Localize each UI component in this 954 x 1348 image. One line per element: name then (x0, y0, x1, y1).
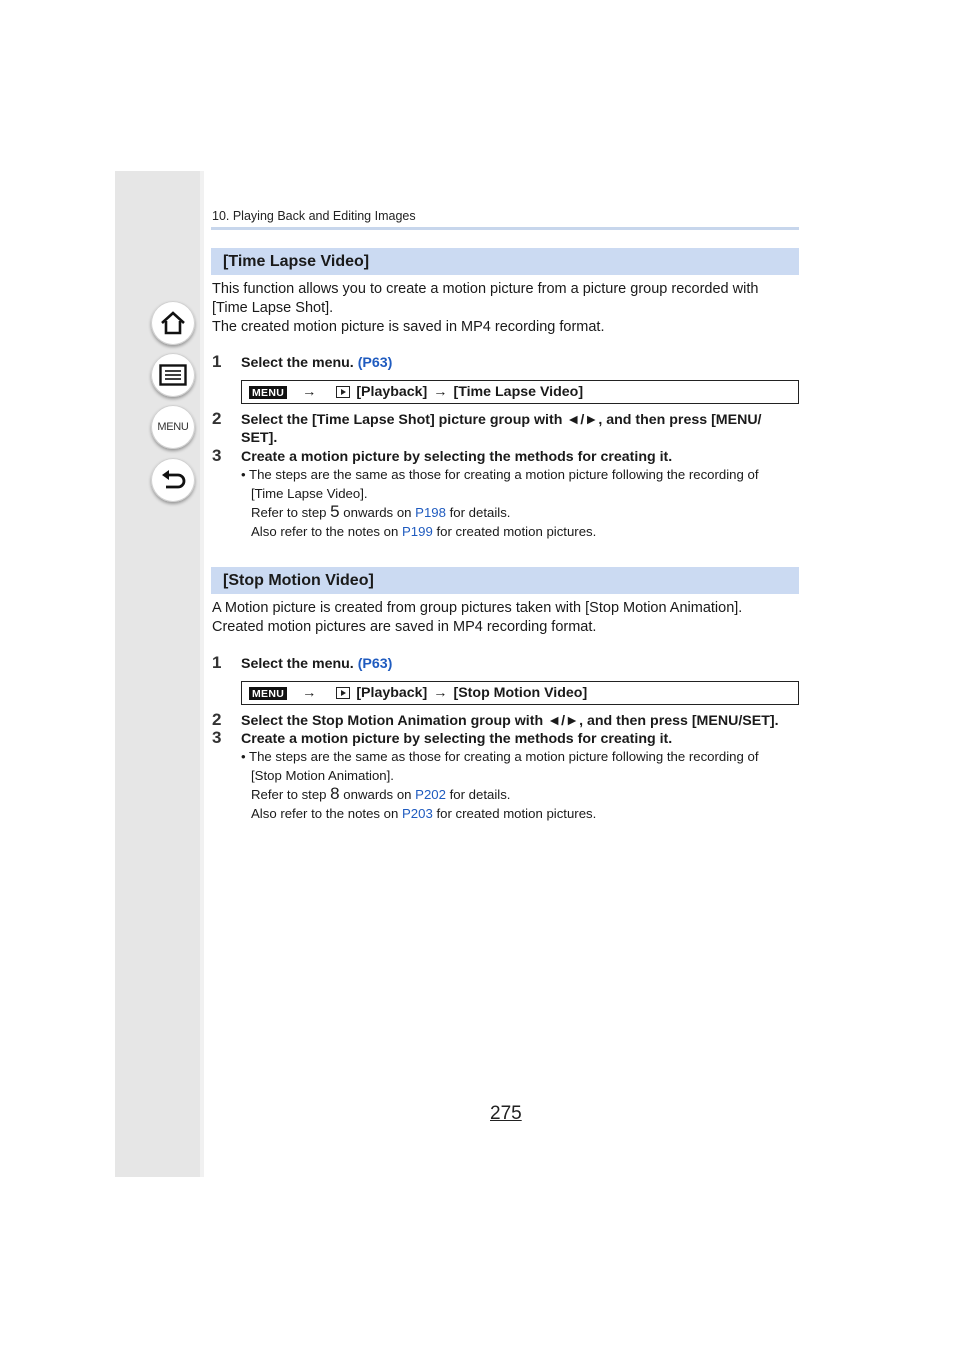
menu-path-item: [Playback] (356, 685, 428, 701)
note-text: onwards on (339, 505, 416, 520)
page-link[interactable]: P203 (402, 805, 433, 821)
playback-icon (336, 386, 350, 398)
note-text: Also refer to the notes on (251, 805, 403, 821)
menu-path-box (241, 681, 799, 705)
step-number: 2 (212, 710, 222, 729)
note-text: Also refer to the notes on (251, 523, 403, 539)
step-number: 1 (212, 352, 222, 371)
step-text: Create a motion picture by selecting the methods for creating it. (241, 449, 673, 465)
intro-paragraph (212, 280, 758, 337)
note (241, 748, 759, 823)
playback-icon (336, 687, 350, 699)
step-number: 3 (212, 728, 222, 747)
note-text: Refer to step (251, 787, 331, 802)
menu-path-item: [Playback] (356, 384, 428, 400)
note-line: • The steps are the same as those for creating a motion picture following the recording of (241, 749, 759, 764)
arrow: → (433, 384, 448, 400)
arrow: → (302, 685, 317, 701)
page-link[interactable]: P199 (402, 523, 433, 539)
step-text (241, 655, 392, 673)
note-refer-line (241, 785, 759, 805)
page-number: 275 (490, 1103, 522, 1124)
intro-line: [Time Lapse Shot]. (212, 300, 334, 316)
header-rule (211, 227, 799, 230)
home-button[interactable] (151, 301, 195, 345)
sidebar-edge (200, 171, 204, 1177)
back-arrow-icon (159, 467, 187, 493)
table-of-contents-button[interactable] (151, 353, 195, 397)
note-also-line (241, 805, 759, 824)
step-text: Create a motion picture by selecting the methods for creating it. (241, 731, 673, 747)
intro-line: A Motion picture is created from group pictures taken with [Stop Motion Animation]. (212, 600, 743, 616)
note-line: [Time Lapse Video]. (251, 485, 368, 501)
note-also-line (241, 523, 759, 542)
step-reference: 8 (330, 784, 340, 803)
menu-button-label: MENU (157, 421, 189, 433)
note-line: [Stop Motion Animation]. (251, 767, 394, 783)
menu-badge: MENU (249, 386, 287, 399)
step-line: Select the [Time Lapse Shot] picture group with ◄/►, and then press [MENU/ (241, 412, 762, 428)
menu-path-item: [Stop Motion Video] (453, 685, 588, 701)
note-text: for created motion pictures. (432, 805, 597, 821)
page-link[interactable]: P198 (415, 505, 446, 520)
step-number: 2 (212, 409, 222, 428)
back-button[interactable] (151, 458, 195, 502)
section-title-stop-motion-video: [Stop Motion Video] (211, 567, 799, 594)
step-label: Select the menu. (241, 656, 358, 672)
section-title-time-lapse-video: [Time Lapse Video] (211, 248, 799, 275)
step-reference: 5 (330, 502, 340, 521)
list-icon (159, 364, 187, 386)
page-link[interactable]: P202 (415, 787, 446, 802)
step-line: SET]. (241, 430, 278, 446)
intro-line: Created motion pictures are saved in MP4 recording format. (212, 619, 597, 635)
note-text: for details. (445, 505, 511, 520)
intro-paragraph (212, 599, 742, 637)
intro-line: The created motion picture is saved in MP4 recording format. (212, 319, 605, 335)
note-text: Refer to step (251, 505, 331, 520)
home-icon (159, 310, 187, 336)
step-number: 1 (212, 653, 222, 672)
note (241, 466, 759, 541)
menu-list-button[interactable] (151, 405, 195, 449)
step-number: 3 (212, 446, 222, 465)
intro-line: This function allows you to create a motion picture from a picture group recorded with (212, 281, 759, 297)
step-label: Select the menu. (241, 355, 358, 371)
step-text: Select the Stop Motion Animation group with ◄/►, and then press [MENU/SET]. (241, 713, 779, 729)
menu-path-item: [Time Lapse Video] (453, 384, 584, 400)
note-text: onwards on (339, 787, 416, 802)
step-text (241, 411, 762, 447)
note-text: for created motion pictures. (432, 523, 597, 539)
note-text: for details. (445, 787, 511, 802)
note-refer-line (241, 503, 759, 523)
chapter-title: 10. Playing Back and Editing Images (212, 209, 416, 223)
page-link[interactable]: (P63) (357, 355, 393, 371)
arrow: → (433, 685, 448, 701)
menu-path-box (241, 380, 799, 404)
menu-badge: MENU (249, 687, 287, 700)
arrow: → (302, 384, 317, 400)
note-line: • The steps are the same as those for creating a motion picture following the recording of (241, 467, 759, 482)
page-link[interactable]: (P63) (357, 656, 393, 672)
step-text (241, 354, 392, 372)
